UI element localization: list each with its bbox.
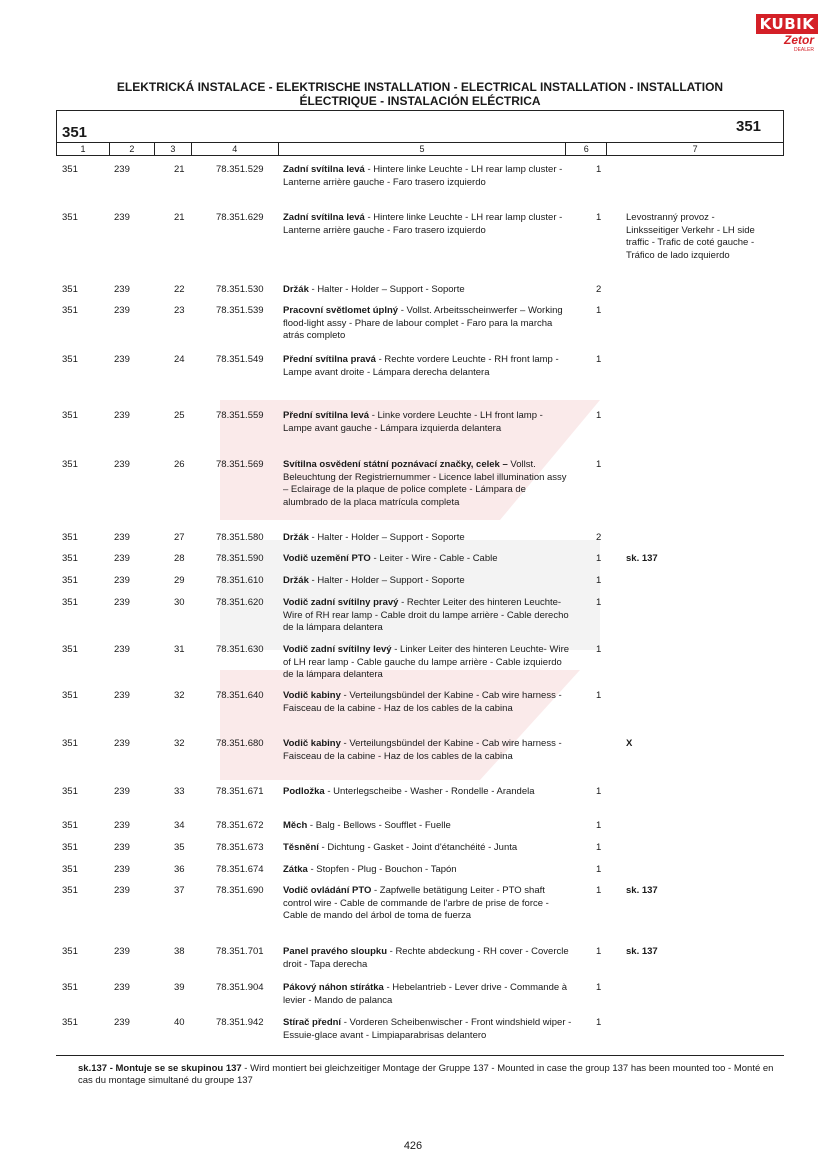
cell-part-number: 78.351.629 [216,212,264,223]
title-line-2: ÉLECTRIQUE - INSTALACIÓN ELÉCTRICA [299,94,541,108]
cell-note: sk. 137 [626,553,658,564]
cell-group: 351 [62,284,78,295]
cell-group: 351 [62,575,78,586]
part-name-czech: Pákový náhon stírátka [283,982,384,993]
cell-description [283,284,573,297]
cell-description [283,820,573,833]
part-name-czech: Držák [283,284,309,295]
cell-figure: 239 [114,305,130,316]
part-name-translations: Vollst. Beleuchtung der Registriernummer - Licence label illumination assy – Eclairage de la plaque de police complete - Lámpara de alumbrado de la placa matrícula completa [283,459,567,508]
cell-group: 351 [62,982,78,993]
part-name-czech: Vodič uzemění PTO [283,553,371,564]
cell-group: 351 [62,459,78,470]
cell-position: 24 [174,354,185,365]
part-name-czech: Svítilna osvědení státní poznávací značky, celek – [283,459,508,470]
cell-figure: 239 [114,820,130,831]
column-header-4: 4 [192,143,279,155]
cell-description [283,842,573,855]
part-name-translations: - Verteilungsbündel der Kabine - Cab wire harness - Faisceau de la cabine - Haz de los cables de la cabina [283,690,562,714]
cell-figure: 239 [114,575,130,586]
cell-group: 351 [62,946,78,957]
cell-figure: 239 [114,885,130,896]
cell-figure: 239 [114,864,130,875]
cell-quantity: 2 [596,284,602,295]
part-name-czech: Pracovní světlomet úplný [283,305,399,316]
part-name-czech: Podložka [283,786,325,797]
cell-description [283,644,573,682]
cell-position: 37 [174,885,185,896]
cell-position: 36 [174,864,185,875]
part-name-translations: - Rechte abdeckung - RH cover - Covercle droit - Tapa derecha [283,946,569,970]
part-name-czech: Panel pravého sloupku [283,946,387,957]
cell-position: 35 [174,842,185,853]
part-name-translations: - Stopfen - Plug - Bouchon - Tapón [307,864,457,875]
cell-figure: 239 [114,842,130,853]
cell-part-number: 78.351.529 [216,164,264,175]
part-name-czech: Držák [283,532,309,543]
cell-part-number: 78.351.580 [216,532,264,543]
cell-figure: 239 [114,786,130,797]
part-name-czech: Těsnění [283,842,319,853]
cell-description [283,553,573,566]
watermark-logo [200,400,620,780]
cell-position: 32 [174,738,185,749]
cell-figure: 239 [114,553,130,564]
part-name-translations: - Halter - Holder – Support - Soporte [308,532,465,543]
cell-position: 26 [174,459,185,470]
cell-quantity: 1 [596,410,602,421]
part-name-translations: - Halter - Holder – Support - Soporte [308,575,465,586]
cell-quantity: 1 [596,842,602,853]
cell-position: 29 [174,575,185,586]
cell-group: 351 [62,164,78,175]
cell-figure: 239 [114,690,130,701]
cell-description [283,164,573,189]
cell-part-number: 78.351.539 [216,305,264,316]
column-header-3: 3 [155,143,192,155]
cell-figure: 239 [114,284,130,295]
cell-group: 351 [62,212,78,223]
cell-position: 28 [174,553,185,564]
cell-quantity: 1 [596,690,602,701]
column-header-2: 2 [110,143,155,155]
cell-description [283,459,573,509]
cell-part-number: 78.351.690 [216,885,264,896]
column-header-6: 6 [566,143,607,155]
cell-position: 38 [174,946,185,957]
cell-part-number: 78.351.671 [216,786,264,797]
cell-part-number: 78.351.701 [216,946,264,957]
part-name-czech: Zadní svítilna levá [283,212,365,223]
cell-position: 31 [174,644,185,655]
cell-part-number: 78.351.610 [216,575,264,586]
part-name-translations: - Verteilungsbündel der Kabine - Cab wire harness - Faisceau de la cabine - Haz de los cables de la cabina [283,738,562,762]
cell-description [283,786,573,799]
cell-description [283,1017,573,1042]
kubik-zetor-logo [756,14,818,52]
cell-quantity: 1 [596,644,602,655]
cell-figure: 239 [114,644,130,655]
cell-part-number: 78.351.904 [216,982,264,993]
cell-description [283,690,573,715]
cell-group: 351 [62,532,78,543]
cell-note: X [626,738,633,749]
page-title [60,80,780,108]
part-name-czech: Vodič zadní svítilny pravý [283,597,399,608]
part-name-translations: - Leiter - Wire - Cable - Cable [370,553,498,564]
cell-group: 351 [62,305,78,316]
cell-description [283,305,573,343]
cell-part-number: 78.351.673 [216,842,264,853]
cell-quantity: 1 [596,864,602,875]
cell-description [283,864,573,877]
cell-group: 351 [62,1017,78,1028]
cell-position: 27 [174,532,185,543]
cell-group: 351 [62,410,78,421]
part-name-czech: Vodič zadní svítilny levý [283,644,392,655]
cell-part-number: 78.351.672 [216,820,264,831]
column-header-1: 1 [56,143,110,155]
cell-note: sk. 137 [626,946,658,957]
part-name-translations: - Linke vordere Leuchte - LH front lamp - Lampe avant gauche - Lámpara izquierda delantera [283,410,543,434]
cell-quantity: 1 [596,885,602,896]
cell-description [283,597,573,635]
cell-description [283,575,573,588]
cell-position: 33 [174,786,185,797]
cell-description [283,532,573,545]
part-name-czech: Držák [283,575,309,586]
part-name-czech: Měch [283,820,308,831]
cell-group: 351 [62,842,78,853]
footnote [78,1063,778,1087]
cell-part-number: 78.351.569 [216,459,264,470]
cell-description [283,410,573,435]
cell-figure: 239 [114,532,130,543]
section-number-left: 351 [62,124,88,141]
cell-description [283,738,573,763]
part-name-czech: Vodič ovládání PTO [283,885,372,896]
cell-group: 351 [62,354,78,365]
cell-part-number: 78.351.549 [216,354,264,365]
part-name-czech: Vodič kabiny [283,690,341,701]
cell-part-number: 78.351.942 [216,1017,264,1028]
cell-description [283,885,573,923]
cell-group: 351 [62,864,78,875]
cell-part-number: 78.351.530 [216,284,264,295]
part-name-czech: Zátka [283,864,308,875]
cell-figure: 239 [114,459,130,470]
logo-kubik-text: KUBIK [756,14,818,34]
cell-position: 30 [174,597,185,608]
cell-part-number: 78.351.674 [216,864,264,875]
cell-part-number: 78.351.680 [216,738,264,749]
cell-description [283,212,573,237]
cell-part-number: 78.351.590 [216,553,264,564]
part-name-translations: - Balg - Bellows - Soufflet - Fuelle [307,820,451,831]
cell-quantity: 1 [596,820,602,831]
logo-dealer-text: DEALER [793,47,814,53]
part-name-czech: Přední svítilna pravá [283,354,376,365]
part-name-translations: - Vorderen Scheibenwischer - Front windshield wiper - Essuie-glace avant - Limpiaparabrisas delantero [283,1017,572,1041]
cell-position: 34 [174,820,185,831]
cell-group: 351 [62,738,78,749]
cell-quantity: 1 [596,164,602,175]
cell-position: 23 [174,305,185,316]
cell-figure: 239 [114,738,130,749]
cell-description [283,946,573,971]
column-header-5: 5 [279,143,567,155]
cell-figure: 239 [114,164,130,175]
cell-quantity: 1 [596,982,602,993]
part-name-translations: - Hebelantrieb - Lever drive - Commande à levier - Mando de palanca [283,982,568,1006]
column-header-row [56,142,784,156]
cell-group: 351 [62,644,78,655]
part-name-czech: Stírač přední [283,1017,342,1028]
cell-group: 351 [62,690,78,701]
section-number-right: 351 [736,118,762,135]
part-name-czech: Zadní svítilna levá [283,164,365,175]
part-name-translations: - Dichtung - Gasket - Joint d'étanchéité - Junta [318,842,518,853]
cell-quantity: 1 [596,354,602,365]
cell-group: 351 [62,597,78,608]
cell-figure: 239 [114,597,130,608]
cell-quantity: 1 [596,786,602,797]
footnote-divider [56,1055,784,1056]
footnote-text: - Wird montiert bei gleichzeitiger Montage der Gruppe 137 - Mounted in case the group 137 has been mounted too - Monté en cas du montage simultané du groupe 137 [78,1063,774,1086]
cell-figure: 239 [114,982,130,993]
part-name-czech: Vodič kabiny [283,738,341,749]
cell-position: 39 [174,982,185,993]
part-name-translations: - Rechter Leiter des hinteren Leuchte- Wire of RH rear lamp - Cable droit du lampe arrière - Cable derecho de la lámpara delantera [283,597,569,633]
cell-figure: 239 [114,354,130,365]
cell-figure: 239 [114,212,130,223]
cell-description [283,354,573,379]
cell-position: 25 [174,410,185,421]
page-number: 426 [403,1140,423,1152]
cell-quantity: 2 [596,532,602,543]
cell-description [283,982,573,1007]
cell-part-number: 78.351.630 [216,644,264,655]
part-name-translations: - Halter - Holder – Support - Soporte [308,284,465,295]
cell-position: 21 [174,164,185,175]
part-name-translations: - Rechte vordere Leuchte - RH front lamp - Lampe avant droite - Lámpara derecha delantera [283,354,559,378]
part-name-czech: Přední svítilna levá [283,410,370,421]
cell-quantity: 1 [596,212,602,223]
cell-part-number: 78.351.620 [216,597,264,608]
cell-group: 351 [62,786,78,797]
cell-figure: 239 [114,1017,130,1028]
cell-quantity: 1 [596,575,602,586]
footnote-bold: sk.137 - Montuje se se skupinou 137 [78,1063,242,1074]
cell-position: 32 [174,690,185,701]
part-name-translations: - Hintere linke Leuchte - LH rear lamp cluster - Lanterne arrière gauche - Faro trasero izquierdo [283,212,563,236]
cell-quantity: 1 [596,1017,602,1028]
cell-quantity: 1 [596,305,602,316]
cell-quantity: 1 [596,553,602,564]
cell-quantity: 1 [596,946,602,957]
cell-position: 22 [174,284,185,295]
cell-group: 351 [62,553,78,564]
cell-group: 351 [62,885,78,896]
part-name-translations: - Vollst. Arbeitsscheinwerfer – Working flood-light assy - Phare de labour complet - Faro para la marcha atrás completo [283,305,563,341]
part-name-translations: - Unterlegscheibe - Washer - Rondelle - Arandela [324,786,535,797]
cell-position: 21 [174,212,185,223]
title-line-1: ELEKTRICKÁ INSTALACE - ELEKTRISCHE INSTALLATION - ELECTRICAL INSTALLATION - INSTALLATION [116,80,724,94]
cell-group: 351 [62,820,78,831]
part-name-translations: - Hintere linke Leuchte - LH rear lamp cluster - Lanterne arrière gauche - Faro trasero izquierdo [283,164,563,188]
column-header-7: 7 [607,143,784,155]
cell-note: sk. 137 [626,885,658,896]
cell-quantity: 1 [596,459,602,470]
cell-figure: 239 [114,946,130,957]
cell-position: 40 [174,1017,185,1028]
cell-quantity: 1 [596,597,602,608]
cell-figure: 239 [114,410,130,421]
logo-zetor-text: Zetor [784,33,814,47]
part-name-translations: - Zapfwelle betätigung Leiter - PTO shaft control wire - Cable de commande de l'arbre de prise de force - Cable de mando del árbol de toma de fuerza [283,885,549,921]
cell-part-number: 78.351.559 [216,410,264,421]
cell-part-number: 78.351.640 [216,690,264,701]
cell-note: Levostranný provoz - Linksseitiger Verkehr - LH side traffic - Trafic de coté gauche - Tráfico de lado izquierdo [626,212,755,261]
part-name-translations: - Linker Leiter des hinteren Leuchte- Wire of LH rear lamp - Cable gauche du lampe arrière - Cable izquierdo de la lámpara delantera [283,644,570,680]
